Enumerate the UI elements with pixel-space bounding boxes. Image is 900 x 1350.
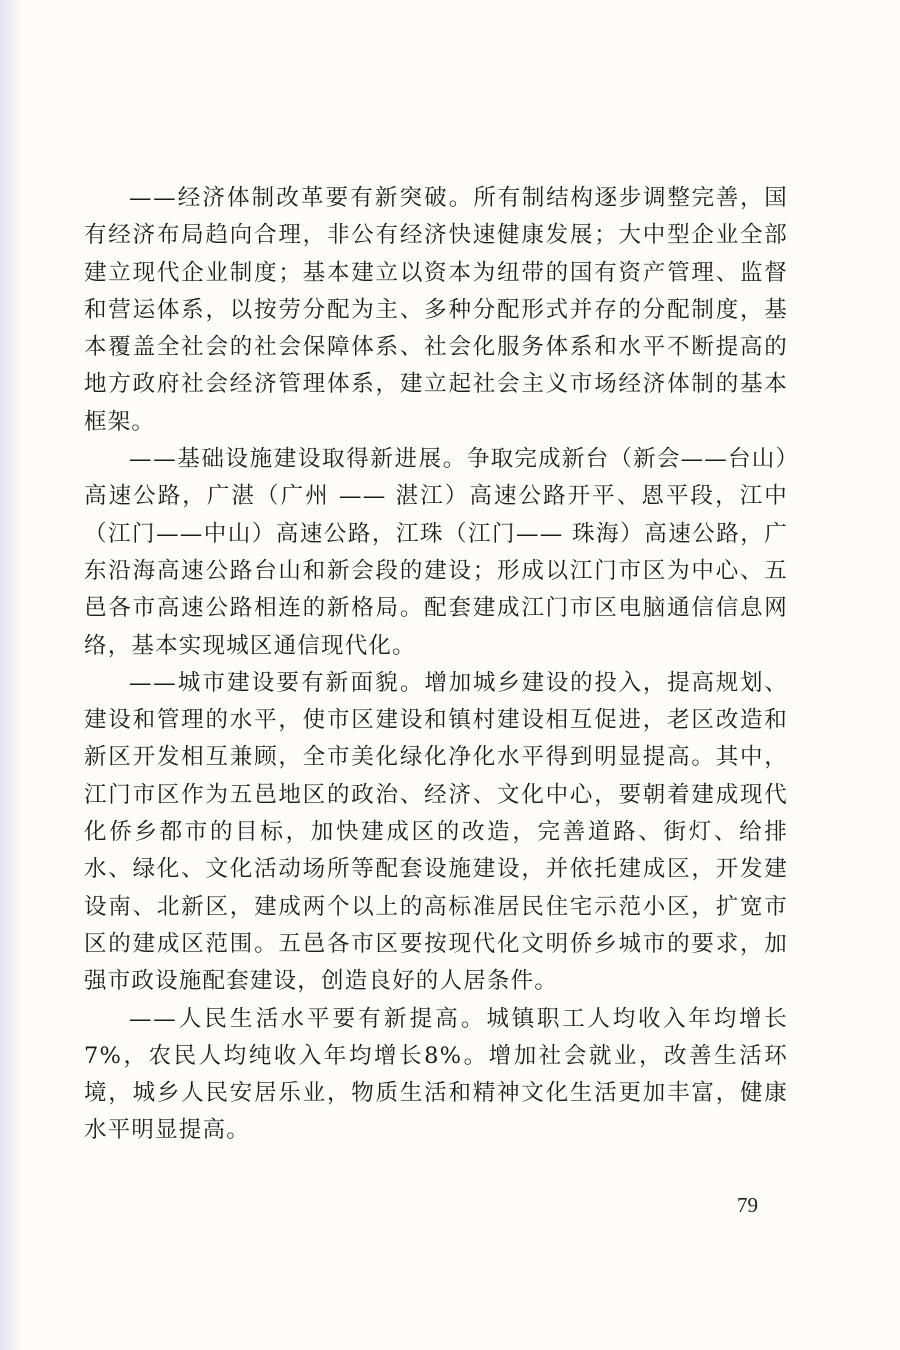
- paragraph-body: 增加城乡建设的投入，提高规划、建设和管理的水平，使市区建设和镇村建设相互促进，老区改造和新区开发相互兼顾，全市美化绿化净化水平得到明显提高。其中，江门市区作为五邑地区的政治、经济、文化中心，要朝着建成现代化侨乡都市的目标，加快建成区的改造，完善道路、街灯、给排水、绿化、文化活动场所等配套设施建设，并依托建成区，开发建设南、北新区，建成两个以上的高标准居民住宅示范小区，扩宽市区的建成区范围。五邑各市区要按现代化文明侨乡城市的要求，加强市政设施配套建设，创造良好的人居条件。: [84, 669, 788, 995]
- body-text: [84, 180, 788, 1150]
- paragraph-lead: ——基础设施建设取得新进展。: [129, 446, 467, 473]
- paragraph-lead: ——人民生活水平要有新提高。: [129, 1005, 487, 1032]
- paragraph-body: 争取完成新台（新会——台山）高速公路，广湛（广州 —— 湛江）高速公路开平、恩平段，江中（江门——中山）高速公路，江珠（江门—— 珠海）高速公路，广东沿海高速公路台山和新会段的建设；形成以江门市区为中心、五邑各市高速公路相连的新格局。配套建成江门市区电脑通信信息网络，基本实现城区通信现代化。: [84, 446, 788, 659]
- page-number: 79: [737, 1193, 758, 1217]
- paragraph-lead: ——城市建设要有新面貌。: [129, 669, 425, 696]
- paragraph-lead: ——经济体制改革要有新突破。: [129, 185, 474, 211]
- paragraph-urban-construction: [84, 665, 788, 1001]
- paragraph-infrastructure: [84, 441, 788, 665]
- paragraph-body: 城镇职工人均收入年均增长7%，农民人均纯收入年均增长8%。增加社会就业，改善生活环境，城乡人民安居乐业，物质生活和精神文化生活更加丰富，健康水平明显提高。: [84, 1005, 788, 1144]
- paragraph-economic-reform: [84, 180, 788, 441]
- paragraph-living-standards: [84, 1001, 788, 1150]
- page-binding-edge: [0, 0, 22, 1350]
- paragraph-body: 所有制结构逐步调整完善，国有经济布局趋向合理，非公有经济快速健康发展；大中型企业全部建立现代企业制度；基本建立以资本为纽带的国有资产管理、监督和营运体系，以按劳分配为主、多种分配形式并存的分配制度，基本覆盖全社会的社会保障体系、社会化服务体系和水平不断提高的地方政府社会经济管理体系，建立起社会主义市场经济体制的基本框架。: [84, 185, 788, 435]
